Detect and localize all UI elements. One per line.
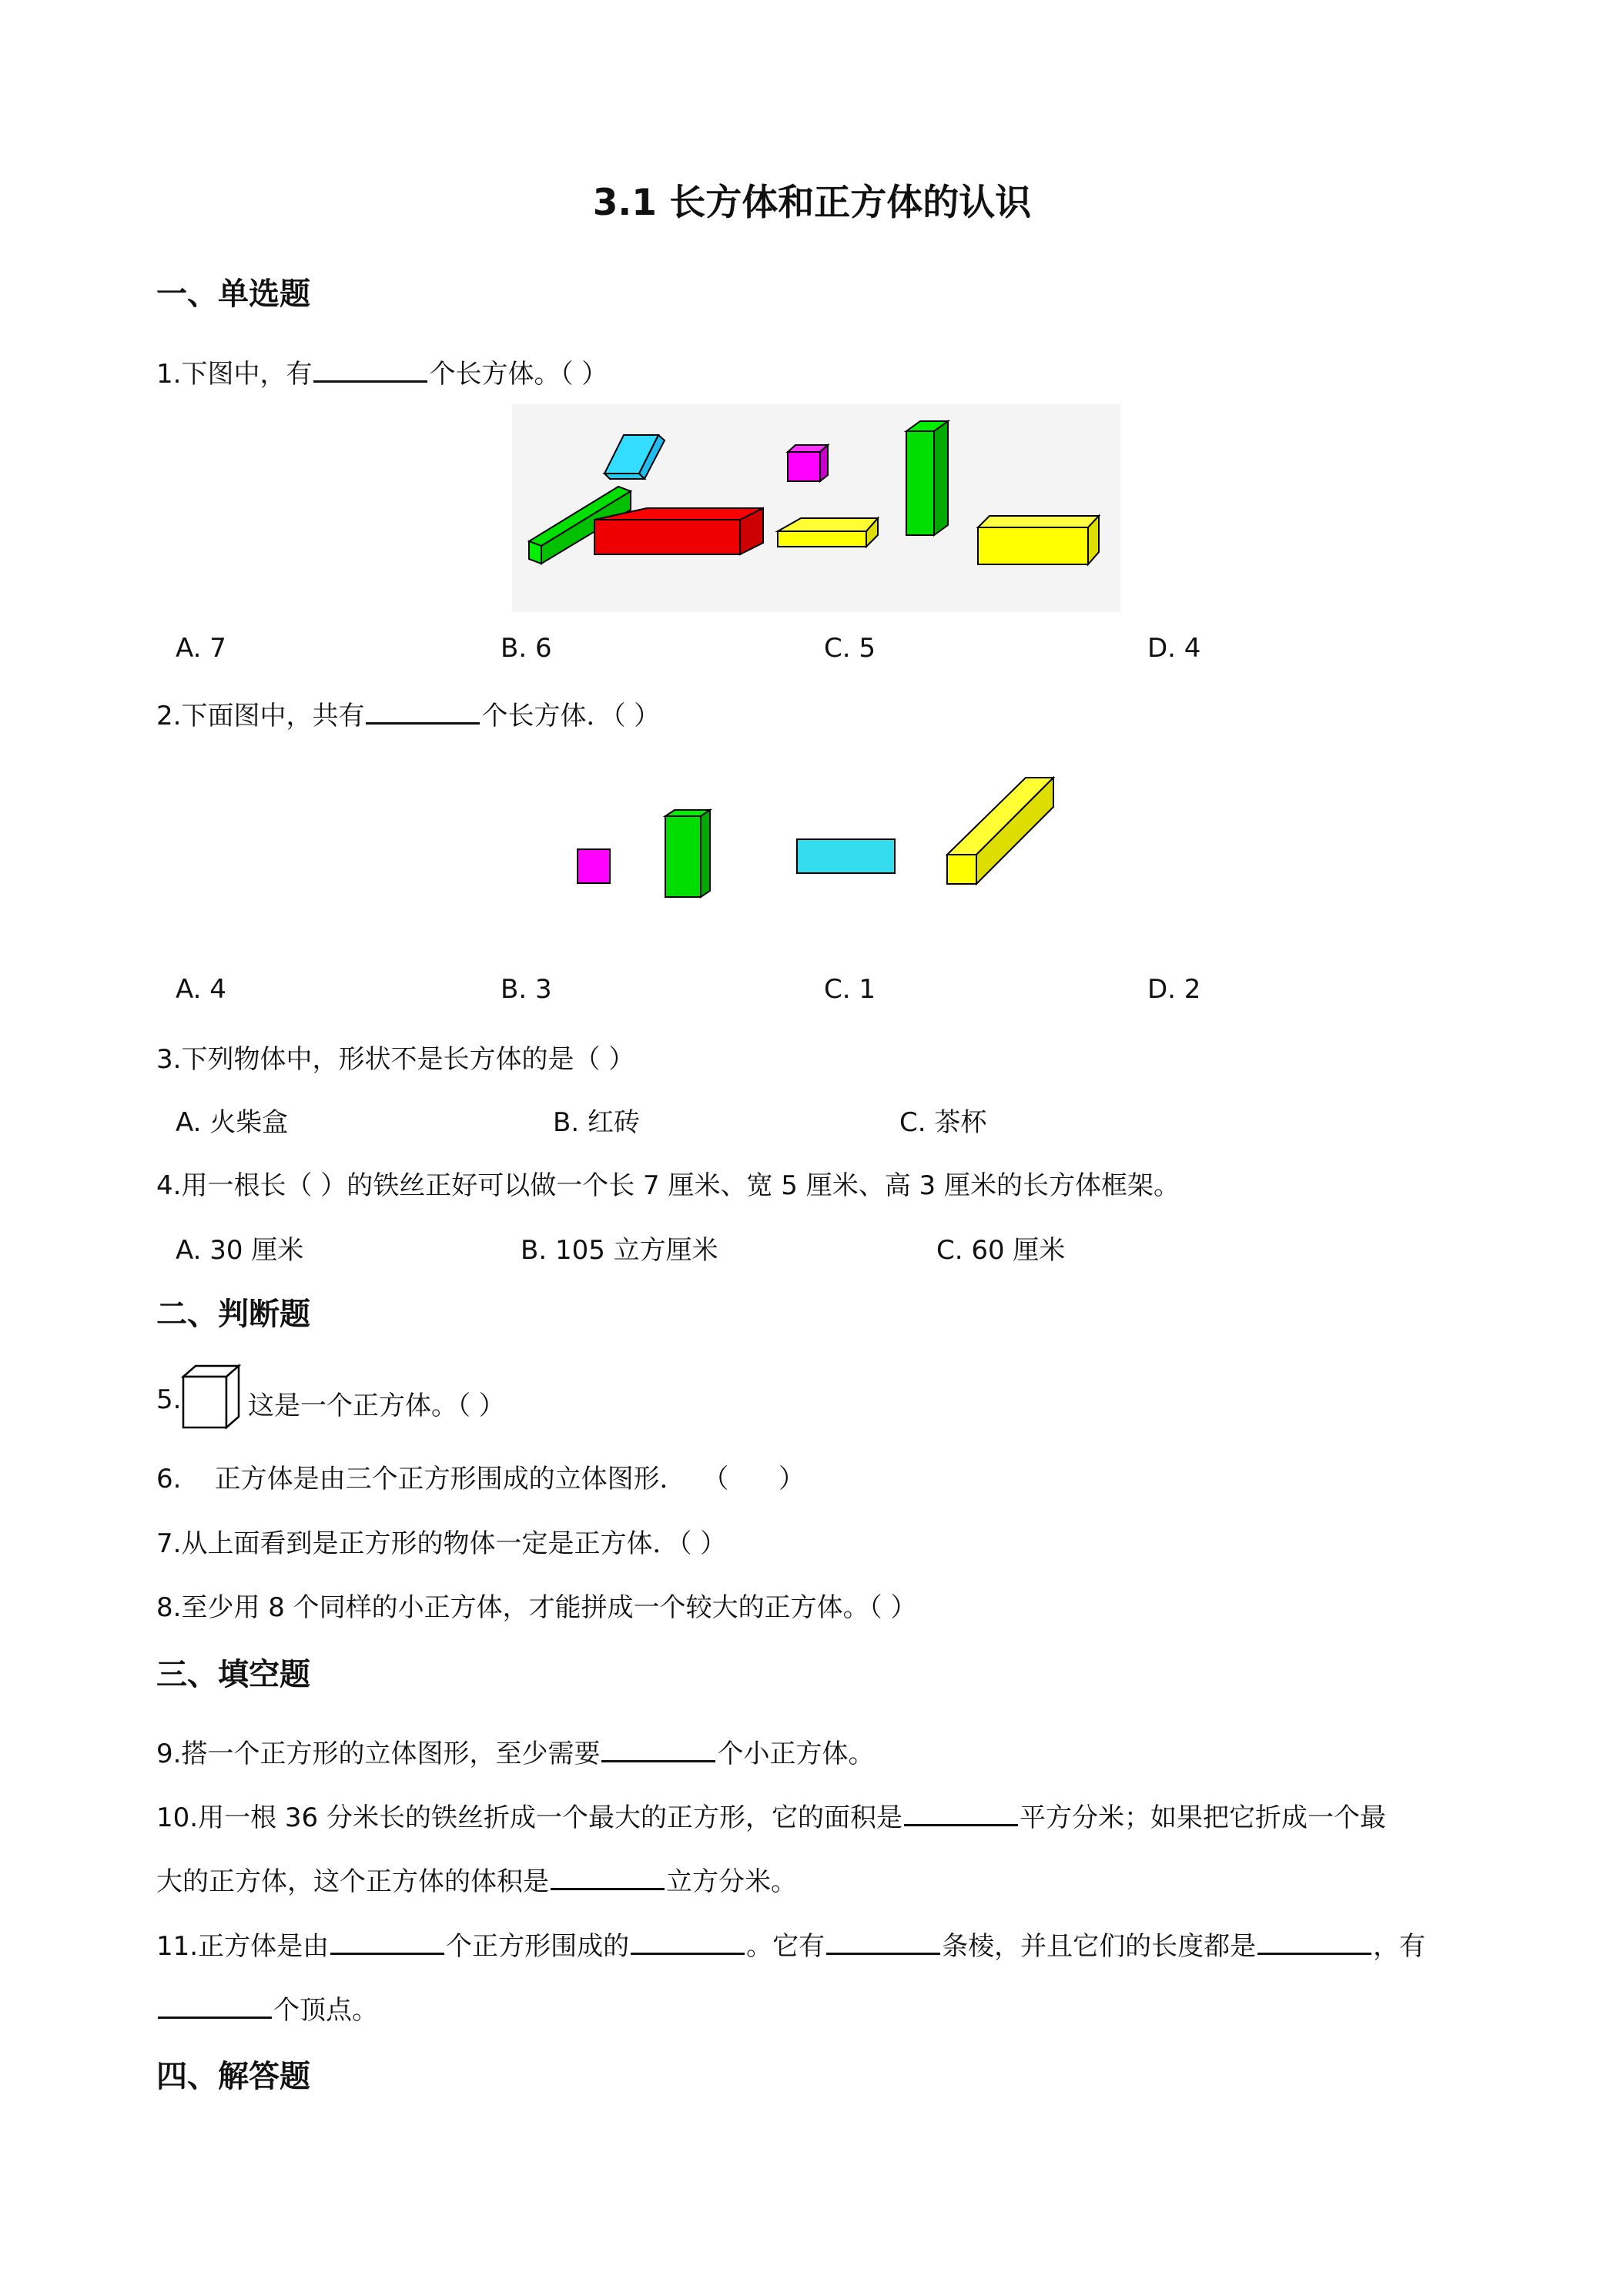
green-prism-shape bbox=[665, 810, 710, 897]
question-2-post: 个长方体．（ ） bbox=[481, 701, 661, 731]
answer-blank bbox=[366, 699, 480, 725]
q3-option-c[interactable]: C. 茶杯 bbox=[899, 1107, 987, 1138]
q2-option-d[interactable]: D. 2 bbox=[1147, 974, 1201, 1005]
question-10-line-1 bbox=[156, 1796, 1386, 1834]
question-5: 这是一个正方体。（ ） bbox=[248, 1391, 505, 1421]
q2-option-b[interactable]: B. 3 bbox=[501, 974, 552, 1005]
question-11-e: ，有 bbox=[1373, 1931, 1426, 1962]
q3-option-a[interactable]: A. 火柴盒 bbox=[176, 1107, 289, 1138]
question-11-b: 个正方形围成的 bbox=[446, 1931, 630, 1962]
question-11-line-1 bbox=[156, 1925, 1425, 1963]
question-11-d: 条棱，并且它们的长度都是 bbox=[942, 1931, 1257, 1962]
question-9-post: 个小正方体。 bbox=[717, 1739, 875, 1769]
question-10-mid: 平方分米；如果把它折成一个最 bbox=[1019, 1802, 1386, 1833]
question-9-pre: 9.搭一个正方形的立体图形，至少需要 bbox=[156, 1739, 601, 1769]
section-heading-true-false: 二、判断题 bbox=[156, 1297, 310, 1332]
yellow-box-shape bbox=[978, 516, 1099, 564]
section-heading-fill-blank: 三、填空题 bbox=[156, 1657, 310, 1692]
green-tall-shape bbox=[906, 421, 948, 535]
question-2-figure bbox=[570, 770, 1063, 909]
question-1-post: 个长方体。（ ） bbox=[429, 359, 608, 390]
q1-option-b[interactable]: B. 6 bbox=[501, 633, 552, 664]
question-4: 4.用一根长（ ）的铁丝正好可以做一个长 7 厘米、宽 5 厘米、高 3 厘米的长方体框架。 bbox=[156, 1170, 1180, 1201]
question-10-line-2 bbox=[156, 1860, 797, 1898]
question-1 bbox=[156, 353, 608, 390]
cube-icon bbox=[180, 1363, 243, 1432]
question-1-figure bbox=[512, 404, 1120, 612]
answer-blank[interactable] bbox=[330, 1930, 444, 1955]
answer-blank[interactable] bbox=[904, 1801, 1018, 1826]
answer-blank[interactable] bbox=[601, 1737, 715, 1762]
q4-option-b[interactable]: B. 105 立方厘米 bbox=[521, 1235, 718, 1266]
question-10-pre: 10.用一根 36 分米长的铁丝折成一个最大的正方形，它的面积是 bbox=[156, 1802, 902, 1833]
q2-option-c[interactable]: C. 1 bbox=[824, 974, 876, 1005]
yellow-bar-shape bbox=[947, 778, 1053, 884]
question-3: 3.下列物体中，形状不是长方体的是（ ） bbox=[156, 1044, 635, 1075]
answer-blank[interactable] bbox=[158, 1993, 272, 2019]
question-6: 6. 正方体是由三个正方形围成的立体图形． （ ） bbox=[156, 1464, 805, 1494]
answer-blank[interactable] bbox=[631, 1930, 745, 1955]
section-heading-single-choice: 一、单选题 bbox=[156, 276, 310, 312]
cyan-rectangle-shape bbox=[797, 839, 895, 873]
answer-blank[interactable] bbox=[826, 1930, 940, 1955]
q1-option-d[interactable]: D. 4 bbox=[1147, 633, 1201, 664]
question-1-pre: 1.下图中，有 bbox=[156, 359, 313, 390]
section-heading-answer: 四、解答题 bbox=[156, 2059, 310, 2094]
answer-blank bbox=[313, 357, 427, 383]
q1-option-a[interactable]: A. 7 bbox=[176, 633, 226, 664]
page-title: 3.1 长方体和正方体的认识 bbox=[592, 182, 1032, 224]
question-2-pre: 2.下面图中，共有 bbox=[156, 701, 365, 731]
question-7: 7.从上面看到是正方形的物体一定是正方体．（ ） bbox=[156, 1528, 727, 1559]
question-2 bbox=[156, 694, 660, 732]
answer-blank[interactable] bbox=[1257, 1930, 1371, 1955]
question-11-a: 11.正方体是由 bbox=[156, 1931, 330, 1962]
yellow-slab-shape bbox=[778, 518, 878, 547]
q3-option-b[interactable]: B. 红砖 bbox=[553, 1107, 640, 1138]
question-10-post: 立方分米。 bbox=[666, 1866, 797, 1897]
magenta-cube-shape bbox=[788, 445, 828, 481]
question-8: 8.至少用 8 个同样的小正方体，才能拼成一个较大的正方体。（ ） bbox=[156, 1592, 917, 1623]
question-11-c: 。它有 bbox=[746, 1931, 825, 1962]
question-10-line2-pre: 大的正方体，这个正方体的体积是 bbox=[156, 1866, 549, 1897]
question-9 bbox=[156, 1732, 874, 1770]
q4-option-a[interactable]: A. 30 厘米 bbox=[176, 1235, 304, 1266]
red-slab-shape bbox=[594, 508, 763, 554]
q1-option-c[interactable]: C. 5 bbox=[824, 633, 876, 664]
magenta-square-shape bbox=[578, 849, 610, 883]
answer-blank[interactable] bbox=[551, 1865, 665, 1890]
q2-option-a[interactable]: A. 4 bbox=[176, 974, 226, 1005]
q4-option-c[interactable]: C. 60 厘米 bbox=[936, 1235, 1066, 1266]
question-5-number: 5. bbox=[156, 1384, 182, 1415]
question-11-f: 个顶点。 bbox=[273, 1995, 378, 2026]
question-11-line-2 bbox=[156, 1989, 378, 2027]
